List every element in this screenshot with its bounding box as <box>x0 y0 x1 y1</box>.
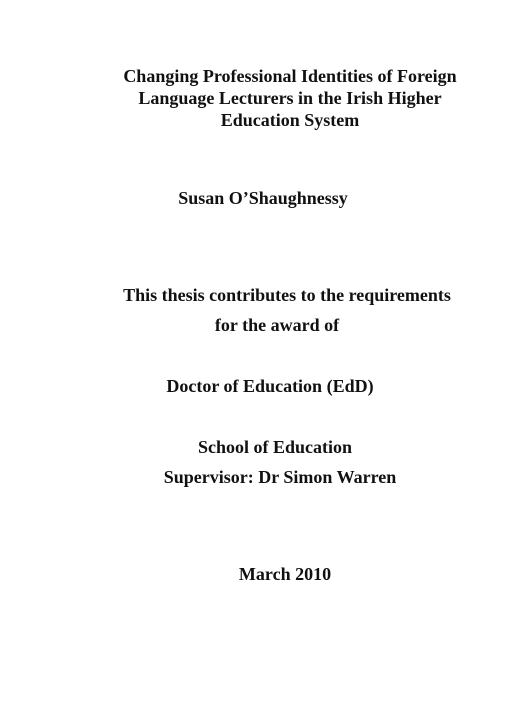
school-name: School of Education <box>197 437 353 457</box>
thesis-title <box>0 65 530 131</box>
requirements-statement-line-2: for the award of <box>214 315 340 335</box>
requirements-statement-line-1: This thesis contributes to the requirements <box>123 285 451 305</box>
thesis-title-line-3: Education System <box>220 110 360 130</box>
thesis-title-line-1: Changing Professional Identities of Foreign <box>123 66 457 86</box>
submission-date: March 2010 <box>238 564 332 584</box>
author-name: Susan O’Shaughnessy <box>178 188 348 208</box>
thesis-title-line-2: Language Lecturers in the Irish Higher <box>138 88 442 108</box>
supervisor-name: Supervisor: Dr Simon Warren <box>163 467 397 487</box>
degree-name: Doctor of Education (EdD) <box>166 376 374 396</box>
